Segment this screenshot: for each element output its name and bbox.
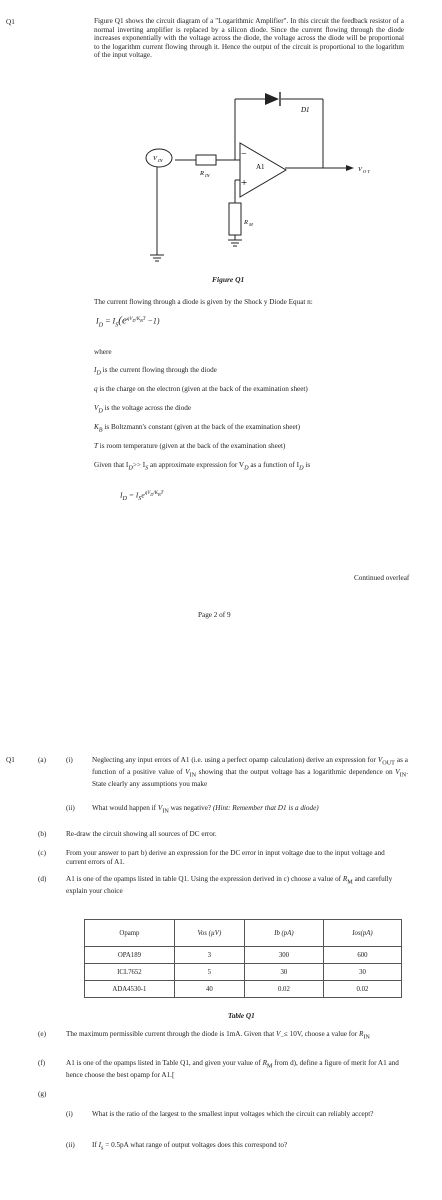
opamp-label: A1: [256, 163, 265, 171]
table-header: Ib (pA): [244, 920, 323, 947]
part-g-ii-text: If $I_s = 0.5pA$ what range of output voltages does this correspond to?: [92, 1141, 288, 1152]
def-id: $I_D$ is the current flowing through the diode: [94, 366, 217, 377]
rm-label: R: [244, 219, 248, 226]
part-g-i-text: What is the ratio of the largest to the smallest input voltages which the circuit can reliably accept?: [92, 1110, 374, 1118]
def-t: T is room temperature (given at the back of the examination sheet): [94, 442, 286, 450]
table-cell: 300: [244, 947, 323, 964]
part-a-ii-label: (ii): [66, 804, 75, 812]
part-g-ii-label: (ii): [66, 1141, 75, 1149]
table-cell: 0.02: [323, 981, 401, 998]
part-f-text: A1 is one of the opamps listed in Table Q1, and given your value of $R_M$ from d), define a figure of merit for A1 and hence choose the best opamp for A1.[: [66, 1059, 399, 1080]
part-a-label: (a): [38, 756, 46, 764]
part-c-text: From your answer to part b) derive an expression for the DC error in input voltage due to the input voltage and current errors of A1.: [66, 849, 385, 866]
table-cell: 600: [323, 947, 401, 964]
table-header-row: [85, 920, 402, 947]
question-label-2: Q1: [6, 756, 15, 764]
question-label: Q1: [6, 18, 15, 26]
table-cell: ADA4530-1: [85, 981, 175, 998]
diode-symbol: [265, 93, 279, 105]
intro-paragraph: Figure Q1 shows the circuit diagram of a "Logarithmic Amplifier". In this circuit the feedback resistor of a normal inverting amplifier is replaced by a silicon diode. Since the current flowing through the diode increases exponentially with the voltage across the diode, the voltage across the diode will be proportional to the logarithm current flowing through it. Hence the output of the circuit is proportional to the logarithm of the input voltage.: [94, 17, 404, 60]
opamp-table: [84, 919, 402, 998]
table-header: Vos (µV): [174, 920, 244, 947]
def-q: q is the charge on the electron (given at the back of the examination sheet): [94, 385, 308, 393]
part-a-ii-text: What would happen if $V_{IN}$ was negative? (Hint: Remember that D1 is a diode): [92, 804, 319, 815]
part-c-label: (c): [38, 849, 46, 857]
part-g-label: (g): [38, 1090, 47, 1098]
table-header: Ios(pA): [323, 920, 401, 947]
vout-label: V: [358, 166, 362, 173]
shockley-text: The current flowing through a diode is given by the Shock y Diode Equat n:: [94, 298, 313, 306]
part-d-text: A1 is one of the opamps listed in table Q1. Using the expression derived in c) choose a value of $R_M$ and carefully explain your choice: [66, 875, 393, 896]
def-kb: $K_B$ is Boltzmann's constant (given at the back of the examination sheet): [94, 423, 301, 434]
part-d-label: (d): [38, 875, 47, 883]
where-label: where: [94, 348, 112, 356]
table-row: [85, 964, 402, 981]
table-header: Opamp: [85, 920, 175, 947]
svg-text:IN: IN: [205, 173, 210, 178]
table-cell: 5: [174, 964, 244, 981]
continued-overleaf: Continued overleaf: [354, 574, 410, 582]
diode-label: D1: [301, 106, 310, 114]
table-cell: ICL7652: [85, 964, 175, 981]
svg-text:O T: O T: [363, 169, 370, 174]
part-e-label: (e): [38, 1030, 46, 1038]
part-e-text: The maximum permissible current through the diode is 1mA. Given that $V_-\le 10V$, choose a value for $R_{IN}$: [66, 1030, 370, 1041]
equation-approx: $I_D = I_Se^{qV_D/K_BT}$: [120, 490, 164, 502]
table-row: [85, 981, 402, 998]
svg-text:M: M: [249, 222, 253, 227]
plus-sign: +: [241, 177, 248, 189]
table-cell: OPA189: [85, 947, 175, 964]
table-cell: 0.02: [244, 981, 323, 998]
part-a-i-text: Neglecting any input errors of A1 (i.e. using a perfect opamp calculation) derive an expression for $V_{OUT}$ as a function of a positive value of $V_{IN}$ showing that the output voltage has a logarithmic dependence on $V_{IN}$. State clearly any assumptions you make: [92, 756, 408, 789]
definitions-list: [94, 366, 414, 480]
given-text: Given that $I_D>> I_S$ an approximate expression for $V_D$ as a function of $I_D$ is: [94, 461, 311, 472]
part-g-i-label: (i): [66, 1110, 73, 1118]
circuit-diagram: [140, 85, 380, 265]
table-row: [85, 947, 402, 964]
table-cell: 30: [244, 964, 323, 981]
part-b-text: Re-draw the circuit showing all sources of DC error.: [66, 830, 217, 838]
part-a-i-label: (i): [66, 756, 73, 764]
def-vd: $V_D$ is the voltage across the diode: [94, 404, 192, 415]
svg-text:IN: IN: [158, 158, 163, 163]
vin-label: V: [153, 155, 157, 162]
part-f-label: (f): [38, 1059, 46, 1067]
equation-shockley: $I_D = I_S(e^{qV_D/K_BT} -1)$: [96, 314, 160, 329]
part-b-label: (b): [38, 830, 47, 838]
table-cell: 3: [174, 947, 244, 964]
minus-sign: −: [241, 149, 247, 160]
figure-caption: Figure Q1: [212, 275, 245, 284]
rin-resistor: [196, 155, 216, 165]
table-cell: 40: [174, 981, 244, 998]
table-cell: 30: [323, 964, 401, 981]
rin-label: R: [200, 170, 204, 177]
table-caption: Table Q1: [228, 1012, 255, 1020]
rm-resistor: [229, 203, 241, 235]
page-number: Page 2 of 9: [198, 611, 231, 619]
